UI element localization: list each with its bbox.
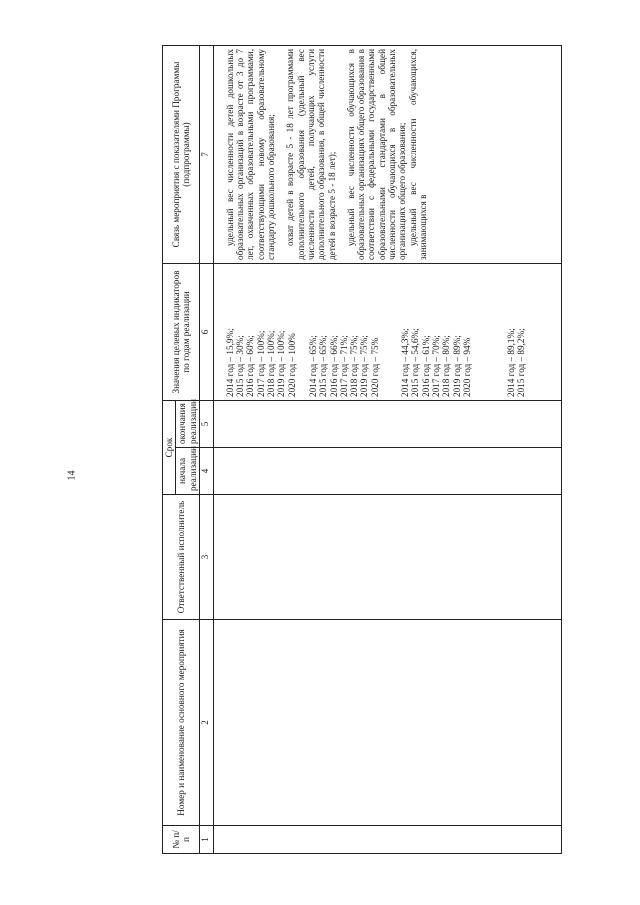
cell-start xyxy=(213,448,561,495)
indicator-value: 2015 год – 65%; xyxy=(318,335,329,397)
indicator-value: 2014 год – 65%; xyxy=(307,335,318,397)
indicator-value: 2020 год – 100% xyxy=(286,333,297,397)
indicator-value: 2014 год – 44,3%; xyxy=(400,328,411,397)
header-number: № п/п xyxy=(163,826,200,854)
events-table xyxy=(162,45,562,854)
column-number: 2 xyxy=(199,620,213,826)
indicator-value: 2016 год – 60%; xyxy=(245,335,256,397)
column-number: 5 xyxy=(199,401,213,448)
column-number: 1 xyxy=(199,826,213,854)
indicator-value: 2017 год – 71%; xyxy=(338,335,349,397)
cell-program-link xyxy=(213,46,561,264)
indicator-value: 2020 год – 75% xyxy=(369,337,380,397)
header-start: начала реализации xyxy=(176,448,200,495)
indicator-value: 2017 год – 70%; xyxy=(430,335,441,397)
column-number: 3 xyxy=(199,495,213,620)
page-number: 14 xyxy=(66,470,78,481)
header-indicator-values: Значения целевых индикаторов по годам реализации xyxy=(163,264,200,401)
header-executor: Ответственный исполнитель xyxy=(163,495,200,620)
indicator-value: 2019 год – 75%; xyxy=(359,335,370,397)
header-end: окончания реализации xyxy=(176,401,200,448)
table-row xyxy=(213,46,561,854)
cell-executor xyxy=(213,495,561,620)
indicator-value: 2016 год – 61%; xyxy=(420,335,431,397)
program-indicator-text: удельный вес численности детей дошкольных образовательных организаций в возрасте от 3 до 7 лет, охваченных образовательными программами, соответствующими новому образовательному стандарту дошкольного образования; xyxy=(224,49,277,260)
indicator-value: 2014 год – 89,1%; xyxy=(506,328,517,397)
cell-event-name xyxy=(213,620,561,826)
indicator-value: 2015 год – 89,2%; xyxy=(516,328,527,397)
program-indicator-text: удельный вес численности обучающихся, занимающихся в xyxy=(407,49,428,260)
header-term: Срок xyxy=(163,401,176,495)
header-program-link: Связь мероприятия с показателями Программы (подпрограммы) xyxy=(163,46,200,264)
indicator-value: 2018 год – 100%; xyxy=(266,330,277,397)
rotated-table-container xyxy=(162,46,613,854)
indicator-value: 2018 год – 80%; xyxy=(441,335,452,397)
cell-indicator-values xyxy=(213,264,561,401)
indicator-value: 2018 год – 75%; xyxy=(349,335,360,397)
column-number: 7 xyxy=(199,46,213,264)
indicator-value: 2019 год – 100%; xyxy=(276,330,287,397)
column-number: 4 xyxy=(199,448,213,495)
indicator-value: 2020 год – 94% xyxy=(461,337,472,397)
column-numbers-row xyxy=(199,46,213,854)
header-event-name: Номер и наименование основного мероприятия xyxy=(163,620,200,826)
indicator-value: 2015 год – 54,6%; xyxy=(410,328,421,397)
program-indicator-text: охват детей в возрасте 5 - 18 лет программами дополнительного образования (удельный вес численности детей, получающих услуги дополнительного образования, в общей численности детей в возрасте 5 - 18 лет); xyxy=(285,49,337,260)
indicator-value: 2019 год – 89%; xyxy=(451,335,462,397)
program-indicator-text: удельный вес численности обучающихся в образовательных организациях общего образования в соответствии с федеральными государственными образовательными стандартами в общей численности обучающихся в образовательных организациях общего образования; xyxy=(345,49,408,260)
column-number: 6 xyxy=(199,264,213,401)
indicator-value: 2015 год – 30%; xyxy=(235,335,246,397)
indicator-value: 2017 год – 100%; xyxy=(255,330,266,397)
cell-number xyxy=(213,826,561,854)
indicator-value: 2014 год – 15,9%; xyxy=(224,328,235,397)
indicator-value: 2016 год – 66%; xyxy=(328,335,339,397)
cell-end xyxy=(213,401,561,448)
